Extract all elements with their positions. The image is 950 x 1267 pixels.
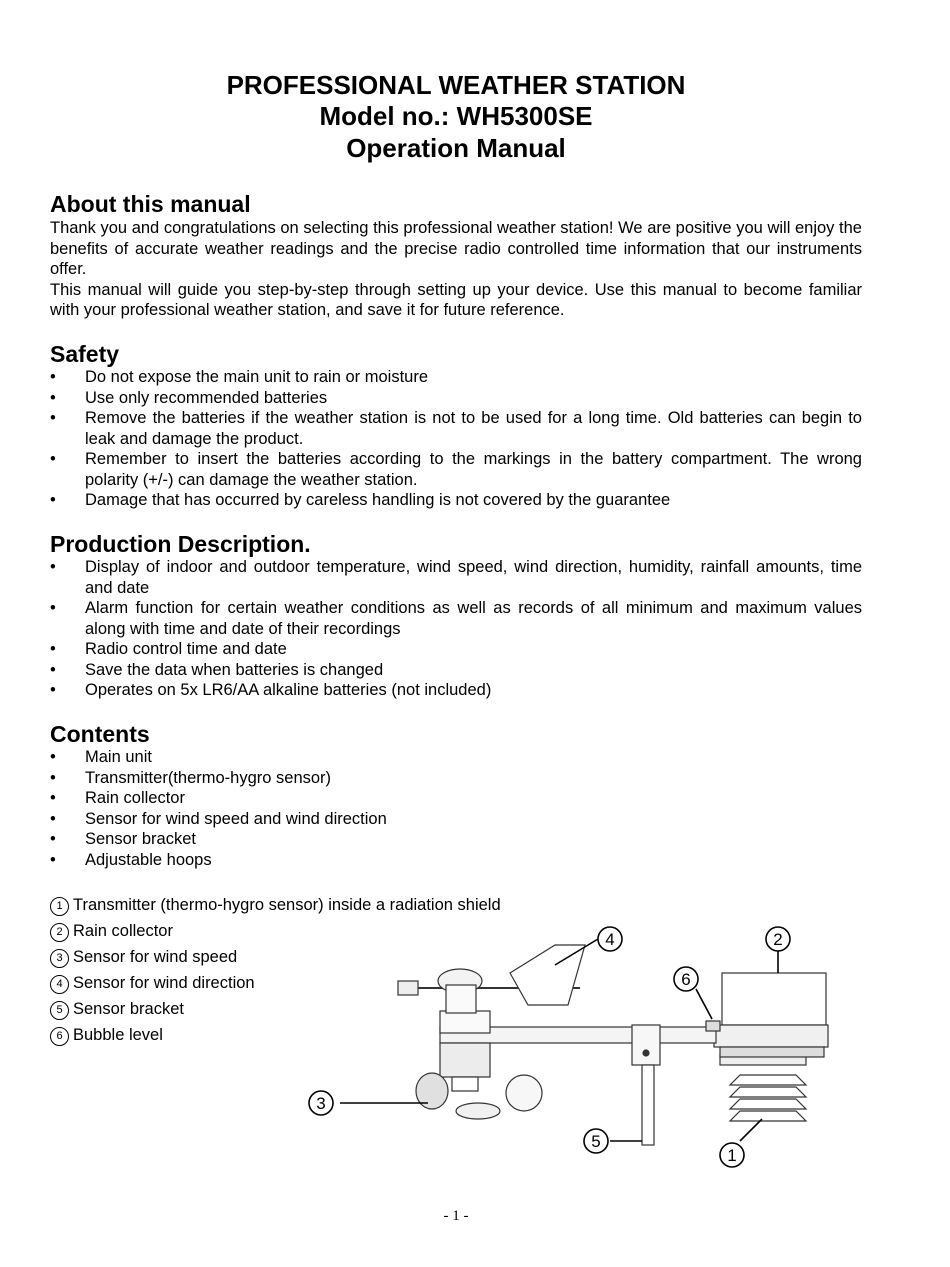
about-text-1: Thank you and congratulations on selecting this professional weather station! We are positive you will enjoy the benefits of accurate weather readings and the precise radio controlled time information that our instruments offer.	[50, 219, 862, 278]
callout-6-label: 6	[681, 970, 691, 989]
bullet-icon: •	[50, 388, 56, 407]
bubble-level	[706, 1021, 720, 1031]
circled-number-icon: 5	[50, 1001, 69, 1020]
bullet-icon: •	[50, 830, 56, 848]
callout-4-label: 4	[605, 930, 615, 949]
bullet-icon: •	[50, 491, 56, 509]
list-item: • Main unit	[50, 748, 152, 766]
legend-item: 4 Sensor for wind direction	[50, 970, 501, 996]
wind-vane	[398, 945, 585, 1033]
callout-1-label: 1	[727, 1146, 737, 1165]
list-item: • Display of indoor and outdoor temperature, wind speed, wind direction, humidity, rainfall amounts, time and date	[50, 558, 862, 597]
bullet-icon: •	[50, 450, 56, 468]
safety-heading: Safety	[50, 341, 120, 367]
legend-item: 2 Rain collector	[50, 918, 501, 944]
safety-list	[50, 367, 862, 511]
list-item: • Transmitter(thermo-hygro sensor)	[50, 768, 332, 787]
list-item: • Radio control time and date	[50, 640, 287, 658]
anemometer	[416, 1043, 542, 1119]
list-item: • Operates on 5x LR6/AA alkaline batteries (not included)	[50, 681, 492, 699]
document-title: PROFESSIONAL WEATHER STATION	[226, 70, 686, 100]
bullet-icon: •	[50, 850, 56, 869]
bullet-icon: •	[50, 558, 56, 576]
list-item: • Do not expose the main unit to rain or moisture	[50, 368, 429, 386]
bullet-icon: •	[50, 768, 56, 787]
production-heading: Production Description.	[50, 531, 311, 557]
about-heading: About this manual	[50, 191, 251, 217]
bullet-icon: •	[50, 748, 56, 766]
list-item: • Sensor for wind speed and wind direction	[50, 809, 387, 828]
list-item: • Alarm function for certain weather conditions as well as records of all minimum and maximum values along with time and date of their recordings	[50, 599, 862, 638]
weather-station-diagram	[300, 915, 860, 1185]
bullet-icon: •	[50, 789, 56, 807]
bullet-icon: •	[50, 809, 56, 828]
legend-item: 6 Bubble level	[50, 1022, 501, 1048]
bullet-icon: •	[50, 409, 56, 427]
bullet-icon: •	[50, 368, 56, 386]
callout-3-label: 3	[316, 1094, 326, 1113]
production-list	[50, 557, 862, 701]
callout-2-label: 2	[773, 930, 783, 949]
model-number: Model no.: WH5300SE	[319, 101, 593, 131]
legend-item: 1 Transmitter (thermo-hygro sensor) inside a radiation shield	[50, 892, 501, 918]
sensor-bracket	[632, 1025, 660, 1145]
legend-item: 5 Sensor bracket	[50, 996, 501, 1022]
document-subtitle: Operation Manual	[346, 133, 566, 163]
list-item: • Sensor bracket	[50, 830, 196, 848]
list-item: • Use only recommended batteries	[50, 388, 328, 407]
circled-number-icon: 3	[50, 949, 69, 968]
bullet-icon: •	[50, 599, 56, 617]
circled-number-icon: 6	[50, 1027, 69, 1046]
circled-number-icon: 2	[50, 923, 69, 942]
list-item: • Rain collector	[50, 789, 185, 807]
page-number: - 1 -	[443, 1208, 469, 1224]
about-paragraph	[50, 218, 862, 321]
bullet-icon: •	[50, 681, 56, 699]
circled-number-icon: 1	[50, 897, 69, 916]
list-item: • Remember to insert the batteries according to the markings in the battery compartment. The wrong polarity (+/-) can damage the weather station.	[50, 450, 862, 489]
circled-number-icon: 4	[50, 975, 69, 994]
list-item: • Adjustable hoops	[50, 850, 212, 869]
bullet-icon: •	[50, 640, 56, 658]
radiation-shield	[720, 1055, 806, 1121]
rain-collector	[714, 973, 828, 1057]
list-item: • Save the data when batteries is changed	[50, 660, 384, 679]
contents-heading: Contents	[50, 721, 150, 747]
callout-5-label: 5	[591, 1132, 601, 1151]
list-item: • Remove the batteries if the weather station is not to be used for a long time. Old batteries can begin to leak and damage the product.	[50, 409, 862, 448]
contents-list	[50, 747, 862, 870]
about-text-2: This manual will guide you step-by-step through setting up your device. Use this manual to become familiar with your professional weather station, and save it for future reference.	[50, 280, 862, 319]
list-item: • Damage that has occurred by careless handling is not covered by the guarantee	[50, 491, 671, 509]
bullet-icon: •	[50, 660, 56, 679]
legend-item: 3 Sensor for wind speed	[50, 944, 501, 970]
